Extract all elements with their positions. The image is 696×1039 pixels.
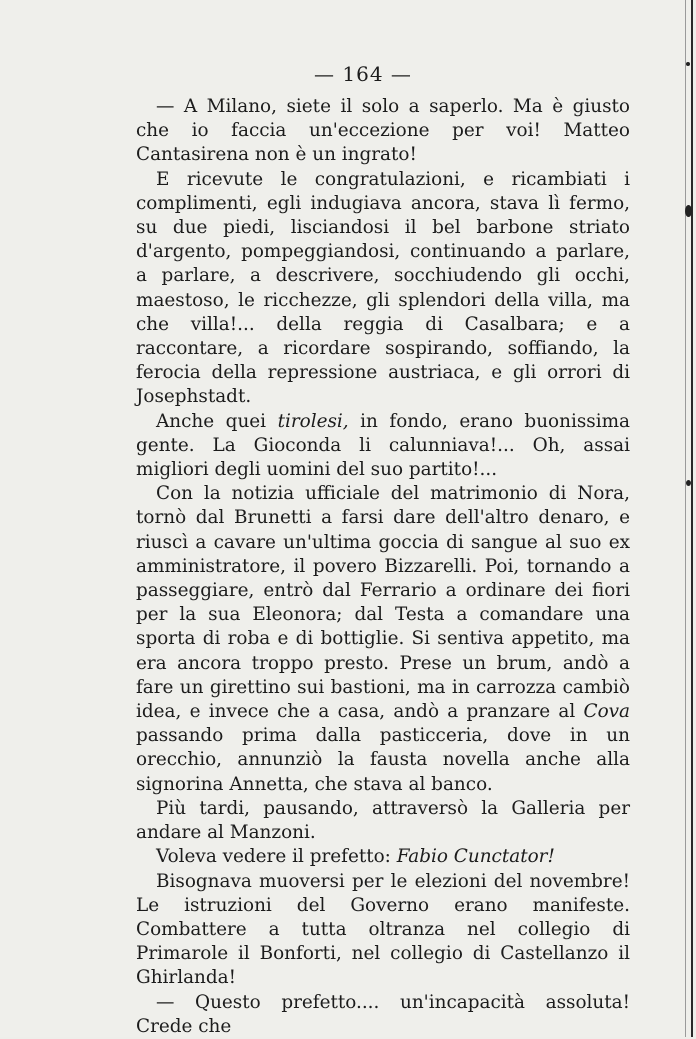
scan-speck — [685, 205, 692, 217]
paragraph — [136, 991, 630, 1039]
paragraph — [136, 870, 630, 991]
text-run: passando prima dalla pasticceria, dove in un orecchio, annunziò la fausta novella anche alla signorina Annetta, che stava al banco. — [136, 725, 630, 795]
text-run: Anche quei — [156, 410, 278, 432]
text-run: in fondo, erano buonissima gente. La Gioconda li calunniava!... Oh, assai migliori degli uomini del suo partito!... — [136, 410, 630, 481]
text-run: E ricevute le congratulazioni, e ricambiati i complimenti, egli indugiava ancora, stava lì fermo, su due piedi, lisciandosi il bel barbone striato d'argento, pompeggiandosi, continuando a parlare, a parlare, a descrivere, socchiudendo gli occhi, maestoso, le ricchezze, gli splendori della villa, ma che villa!... della reggia di Casalbara; e a raccontare, a ricordare sospirando, soffiando, la ferocia della repressione austriaca, e gli orrori di Josephstadt. — [136, 168, 630, 408]
paragraph — [136, 482, 630, 797]
page-edge — [691, 0, 693, 1037]
italic-text-run: tirolesi, — [277, 410, 349, 432]
scan-speck — [686, 480, 691, 486]
text-run: — A Milano, siete il solo a saperlo. Ma è giusto che io faccia un'eccezione per voi! Matteo Cantasirena non è un ingrato! — [136, 96, 630, 166]
paragraph — [136, 95, 630, 168]
page-number: — 164 — — [314, 62, 412, 86]
scan-speck — [686, 62, 690, 66]
italic-text-run: Cova — [583, 701, 630, 723]
paragraph — [136, 410, 630, 483]
paragraph — [136, 845, 630, 869]
text-run: Con la notizia ufficiale del matrimonio di Nora, tornò dal Brunetti a farsi dare dell'altro denaro, e riuscì a cavare un'ultima goccia di sangue al suo ex amministratore, il povero Bizzarelli. Poi, tornando a passeggiare, entrò dal Ferrario a ordinare dei fiori per la sua Eleonora; dal Testa a comandare una sporta di roba e di bottiglie. Si sentiva appetito, ma era ancora troppo presto. Prese un brum, andò a fare un girettino sui bastioni, ma in carrozza cambiò idea, e invece che a casa, andò a pranzare al — [136, 483, 630, 723]
body-text — [136, 95, 630, 1039]
text-run: Bisognava muoversi per le elezioni del novembre! Le istruzioni del Governo erano manifeste. Combattere a tutta oltranza nel collegio di Primarole il Bonforti, nel collegio di Castellanzo il Ghirlanda! — [136, 870, 630, 989]
text-run: — Questo prefetto.... un'incapacità assoluta! Crede che — [136, 991, 630, 1037]
italic-text-run: Fabio Cunctator! — [396, 846, 555, 868]
page-edge-shadow — [685, 0, 686, 1037]
paragraph — [136, 797, 630, 845]
text-run: Più tardi, pausando, attraversò la Galleria per andare al Manzoni. — [136, 797, 630, 844]
paragraph — [136, 168, 630, 410]
text-run: Voleva vedere il prefetto: — [156, 846, 397, 868]
